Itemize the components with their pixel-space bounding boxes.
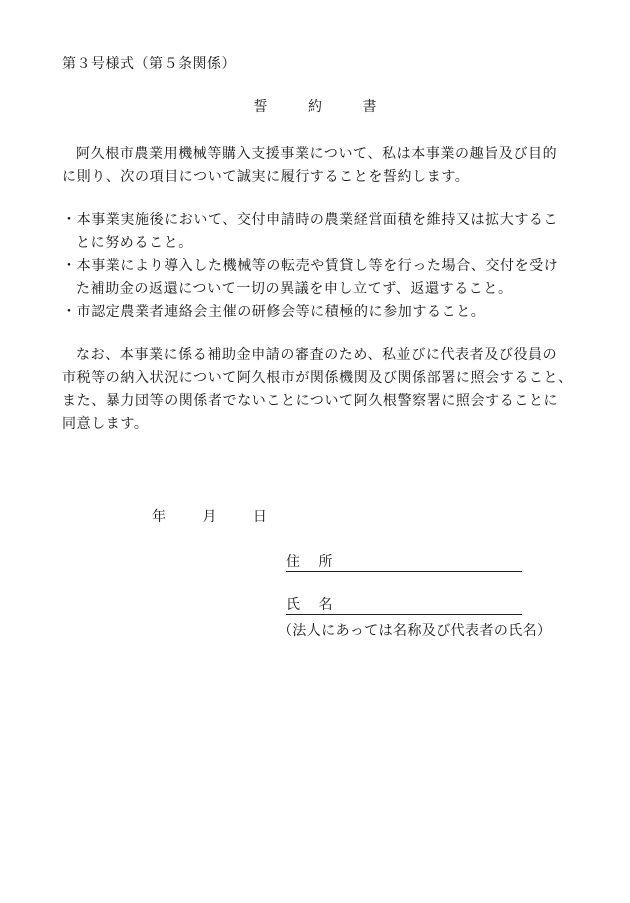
name-note: （法人にあっては名称及び代表者の氏名） <box>278 623 552 639</box>
pledge-item <box>62 301 582 324</box>
consent-line: また、暴力団等の関係者でないことについて阿久根警察署に照会することに <box>62 393 559 409</box>
consent-paragraph <box>62 344 572 436</box>
intro-paragraph <box>62 143 572 189</box>
title-char: 約 <box>308 99 322 115</box>
pledge-item-line: ・本事業実施後において、交付申請時の農業経営面積を維持又は拡大するこ <box>62 212 559 228</box>
consent-line: 市税等の納入状況について阿久根市が関係機関及び関係部署に照会すること、 <box>62 370 573 386</box>
pledge-item-line: た補助金の返還について一切の異議を申し立てず、返還すること。 <box>76 281 513 297</box>
intro-line: に則り、次の項目について誠実に履行することを誓約します。 <box>62 169 470 185</box>
intro-line: 阿久根市農業用機械等購入支援事業について、私は本事業の趣旨及び目的 <box>76 146 558 162</box>
pledge-item <box>62 255 582 301</box>
pledge-item-line: ・本事業により導入した機械等の転売や賃貸し等を行った場合、交付を受け <box>62 258 559 274</box>
title-char: 誓 <box>253 99 268 115</box>
date-month: 月 <box>202 509 217 525</box>
consent-line: なお、本事業に係る補助金申請の審査のため、私並びに代表者及び役員の <box>76 347 558 363</box>
name-field <box>286 594 522 615</box>
pledge-item-line: とに努めること。 <box>76 235 193 251</box>
pledge-item-line: ・市認定農業者連絡会主催の研修会等に積極的に参加すること。 <box>62 304 486 320</box>
consent-line: 同意します。 <box>62 416 149 432</box>
pledge-items <box>62 209 582 324</box>
date-day: 日 <box>252 509 267 525</box>
date-field <box>152 506 267 526</box>
title-char: 書 <box>362 99 377 115</box>
address-label-char: 所 <box>318 554 333 570</box>
name-label-char: 名 <box>318 597 333 613</box>
document-title <box>0 96 630 116</box>
address-field <box>286 551 522 572</box>
pledge-item <box>62 209 582 255</box>
date-year: 年 <box>152 509 166 525</box>
form-number: 第３号様式（第５条関係） <box>62 56 236 72</box>
address-label-char: 住 <box>286 554 300 570</box>
name-label-char: 氏 <box>286 597 300 613</box>
